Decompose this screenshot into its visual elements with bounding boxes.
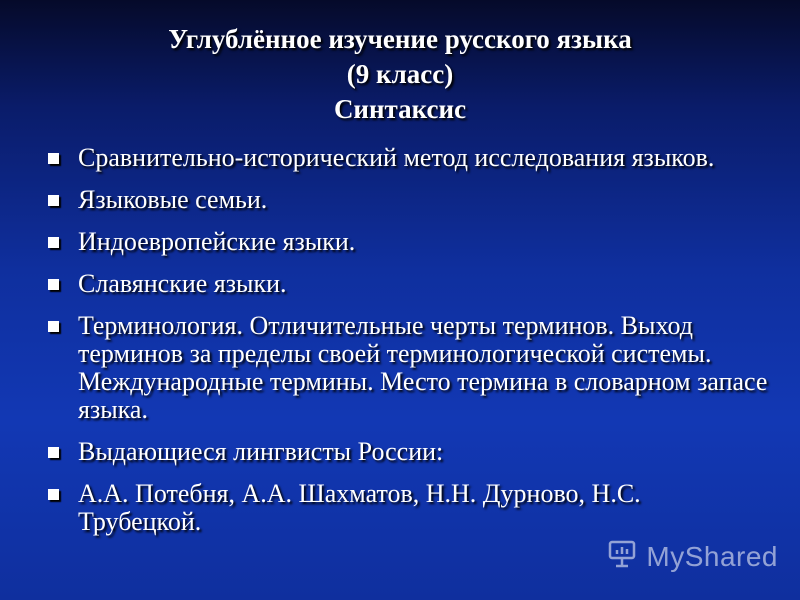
title-line-2: (9 класс) bbox=[346, 59, 454, 89]
bullet-list bbox=[48, 144, 768, 550]
bullet-item bbox=[48, 480, 768, 536]
bullet-text: Терминология. Отличительные черты терминов. Выход терминов за пределы своей терминологической системы. Международные термины. Место термина в словарном запасе языка. bbox=[78, 311, 768, 424]
bullet-square-icon bbox=[48, 195, 59, 206]
bullet-text: Языковые семьи. bbox=[78, 185, 268, 214]
bullet-text: А.А. Потебня, А.А. Шахматов, Н.Н. Дурново, Н.С. Трубецкой. bbox=[78, 479, 641, 536]
bullet-item bbox=[48, 312, 768, 424]
slide-title bbox=[0, 22, 800, 127]
watermark bbox=[608, 539, 778, 574]
bullet-square-icon bbox=[48, 447, 59, 458]
title-line-1: Углублённое изучение русского языка bbox=[168, 24, 632, 54]
bullet-square-icon bbox=[48, 153, 59, 164]
bullet-text: Сравнительно-исторический метод исследования языков. bbox=[78, 143, 715, 172]
watermark-text: MyShared bbox=[646, 540, 778, 572]
bullet-item bbox=[48, 228, 768, 256]
bullet-item bbox=[48, 186, 768, 214]
bullet-square-icon bbox=[48, 489, 59, 500]
bullet-item bbox=[48, 144, 768, 172]
title-line-3: Синтаксис bbox=[333, 94, 467, 124]
bullet-item bbox=[48, 270, 768, 298]
bullet-square-icon bbox=[48, 321, 59, 332]
bullet-text: Славянские языки. bbox=[78, 269, 287, 298]
bullet-square-icon bbox=[48, 279, 59, 290]
bullet-square-icon bbox=[48, 237, 59, 248]
bullet-item bbox=[48, 438, 768, 466]
bullet-text: Индоевропейские языки. bbox=[78, 227, 356, 256]
presentation-board-icon bbox=[608, 539, 640, 574]
bullet-text: Выдающиеся лингвисты России: bbox=[78, 437, 444, 466]
